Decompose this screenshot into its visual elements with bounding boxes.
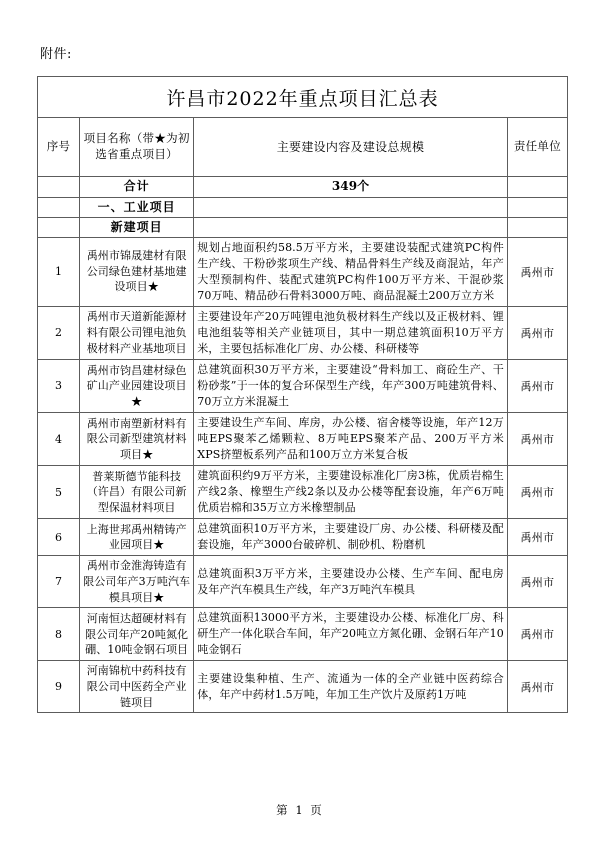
summary-row [38, 197, 568, 217]
table-row [38, 661, 568, 713]
cell-description: 总建筑面积13000平方米，主要建设办公楼、标准化厂房、科研生产一体化联合车间，年产20吨立方氮化硼、金钢石年产10吨金钢石 [194, 608, 508, 661]
column-header-description: 主要建设内容及建设总规模 [194, 118, 508, 177]
attachment-label: 附件: [40, 47, 72, 62]
cell-project-name: 河南锦杭中药科技有限公司中医药全产业链项目 [80, 661, 194, 713]
cell-description: 主要建设生产车间、库房，办公楼、宿舍楼等设施，年产12万吨EPS聚苯乙烯颗粒、8万吨EPS聚苯产品、200万平方米XPS挤塑板系列产品和100万立方米复合板 [194, 413, 508, 466]
column-header-responsible-unit: 责任单位 [507, 118, 567, 177]
table-body [38, 77, 568, 713]
cell-responsible-unit [507, 217, 567, 237]
page-title: 许昌市2022年重点项目汇总表 [38, 77, 568, 118]
cell-description: 规划占地面积约58.5万平方米，主要建设装配式建筑PC构件生产线、干粉砂浆项生产线、精品骨料生产线及商混站，年产大型预制构件、装配式建筑PC构件100万平方米、干混砂浆70万吨、精品砂石骨料3000万吨、商品混凝土200万立方米 [194, 237, 508, 306]
cell-description: 总建筑面积10万平方米，主要建设厂房、办公楼、科研楼及配套设施，年产3000台破碎机、制砂机、粉磨机 [194, 519, 508, 556]
cell-description [194, 217, 508, 237]
cell-project-name: 禹州市天道新能源材料有限公司锂电池负极材料产业基地项目 [80, 306, 194, 359]
cell-responsible-unit: 禹州市 [507, 359, 567, 412]
page-footer: 第 1 页 [276, 803, 324, 817]
cell-sequence [38, 177, 80, 198]
table-row [38, 237, 568, 306]
cell-description: 总建筑面积30万平方米，主要建设“骨料加工、商砼生产、干粉砂浆”于一体的复合环保型生产线，年产300万吨建筑骨料、70万立方米混凝土 [194, 359, 508, 412]
cell-sequence: 4 [38, 413, 80, 466]
table-row [38, 556, 568, 608]
cell-sequence [38, 197, 80, 217]
cell-sequence: 7 [38, 556, 80, 608]
cell-sequence: 3 [38, 359, 80, 412]
cell-responsible-unit: 禹州市 [507, 519, 567, 556]
cell-project-name: 河南恒达超硬材料有限公司年产20吨氮化硼、10吨金钢石项目 [80, 608, 194, 661]
cell-project-name: 禹州市南塑新材料有限公司新型建筑材料项目★ [80, 413, 194, 466]
cell-project-name: 普莱斯德节能科技（许昌）有限公司新型保温材料项目 [80, 466, 194, 519]
table-row [38, 359, 568, 412]
cell-responsible-unit [507, 177, 567, 198]
cell-project-name: 合计 [80, 177, 194, 198]
key-projects-table [37, 76, 568, 713]
header-row [38, 118, 568, 177]
cell-description: 349个 [194, 177, 508, 198]
summary-row [38, 217, 568, 237]
cell-project-name: 禹州市锦晟建材有限公司绿色建材基地建设项目★ [80, 237, 194, 306]
table-row [38, 608, 568, 661]
column-header-project-name: 项目名称（带★为初选省重点项目） [80, 118, 194, 177]
cell-sequence: 8 [38, 608, 80, 661]
cell-project-name: 上海世邦禹州精铸产业园项目★ [80, 519, 194, 556]
cell-sequence: 5 [38, 466, 80, 519]
column-header-seq: 序号 [38, 118, 80, 177]
table-row [38, 466, 568, 519]
table-row [38, 519, 568, 556]
cell-sequence: 6 [38, 519, 80, 556]
cell-responsible-unit: 禹州市 [507, 413, 567, 466]
cell-responsible-unit: 禹州市 [507, 306, 567, 359]
table-row [38, 413, 568, 466]
cell-responsible-unit: 禹州市 [507, 466, 567, 519]
cell-description: 主要建设集种植、生产、流通为一体的全产业链中医药综合体，年产中药材1.5万吨，年加工生产饮片及原药1万吨 [194, 661, 508, 713]
cell-description: 建筑面积约9万平方米，主要建设标准化厂房3栋，优质岩棉生产线2条、橡塑生产线2条以及办公楼等配套设施，年产6万吨优质岩棉和35万立方米橡塑制品 [194, 466, 508, 519]
cell-project-name: 禹州市金淮海铸造有限公司年产3万吨汽车模具项目★ [80, 556, 194, 608]
cell-description: 主要建设年产20万吨锂电池负极材料生产线以及正极材料、锂电池组装等相关产业链项目，其中一期总建筑面积10万平方米，主要包括标准化厂房、办公楼、科研楼等 [194, 306, 508, 359]
cell-sequence: 1 [38, 237, 80, 306]
cell-project-name: 禹州市钧昌建材绿色矿山产业园建设项目★ [80, 359, 194, 412]
cell-project-name: 一、工业项目 [80, 197, 194, 217]
cell-responsible-unit: 禹州市 [507, 661, 567, 713]
cell-sequence: 9 [38, 661, 80, 713]
cell-description: 总建筑面积3万平方米，主要建设办公楼、生产车间、配电房及年产汽车模具生产线，年产3万吨汽车模具 [194, 556, 508, 608]
cell-description [194, 197, 508, 217]
cell-sequence [38, 217, 80, 237]
summary-row [38, 177, 568, 198]
cell-responsible-unit [507, 197, 567, 217]
cell-responsible-unit: 禹州市 [507, 608, 567, 661]
table-row [38, 306, 568, 359]
title-row [38, 77, 568, 118]
cell-responsible-unit: 禹州市 [507, 556, 567, 608]
cell-responsible-unit: 禹州市 [507, 237, 567, 306]
cell-sequence: 2 [38, 306, 80, 359]
cell-project-name: 新建项目 [80, 217, 194, 237]
